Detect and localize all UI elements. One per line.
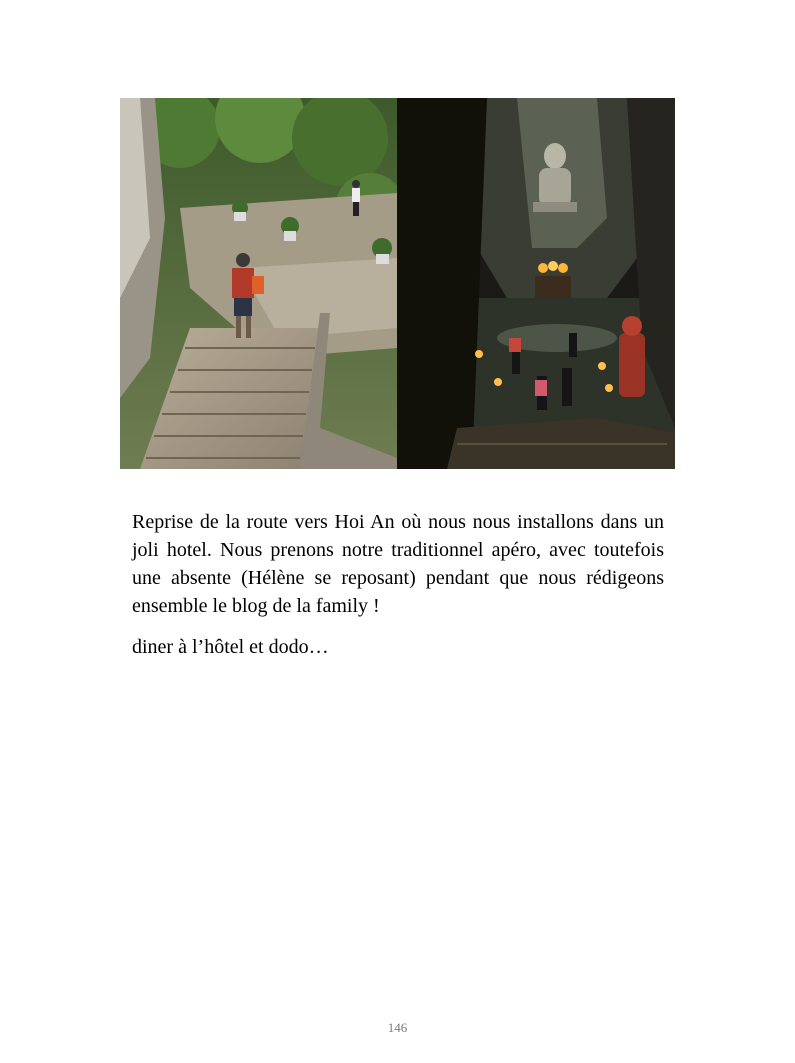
paragraph-2: diner à l’hôtel et dodo… bbox=[132, 636, 329, 658]
cave-stairs-photo bbox=[120, 98, 397, 469]
cave-temple-photo bbox=[397, 98, 675, 469]
body-text bbox=[132, 508, 664, 661]
photo-pair bbox=[120, 98, 675, 469]
page-number: 146 bbox=[387, 1020, 408, 1035]
cave-stairs-illustration bbox=[120, 98, 397, 469]
paragraph-1: Reprise de la route vers Hoi An où nous nous installons dans un joli hotel. Nous prenons notre traditionnel apéro, avec toutefois une absente (Hélène se reposant) pendant que nous rédigeons ensemble le blog de la family ! bbox=[132, 511, 664, 617]
cave-temple-illustration bbox=[397, 98, 675, 469]
